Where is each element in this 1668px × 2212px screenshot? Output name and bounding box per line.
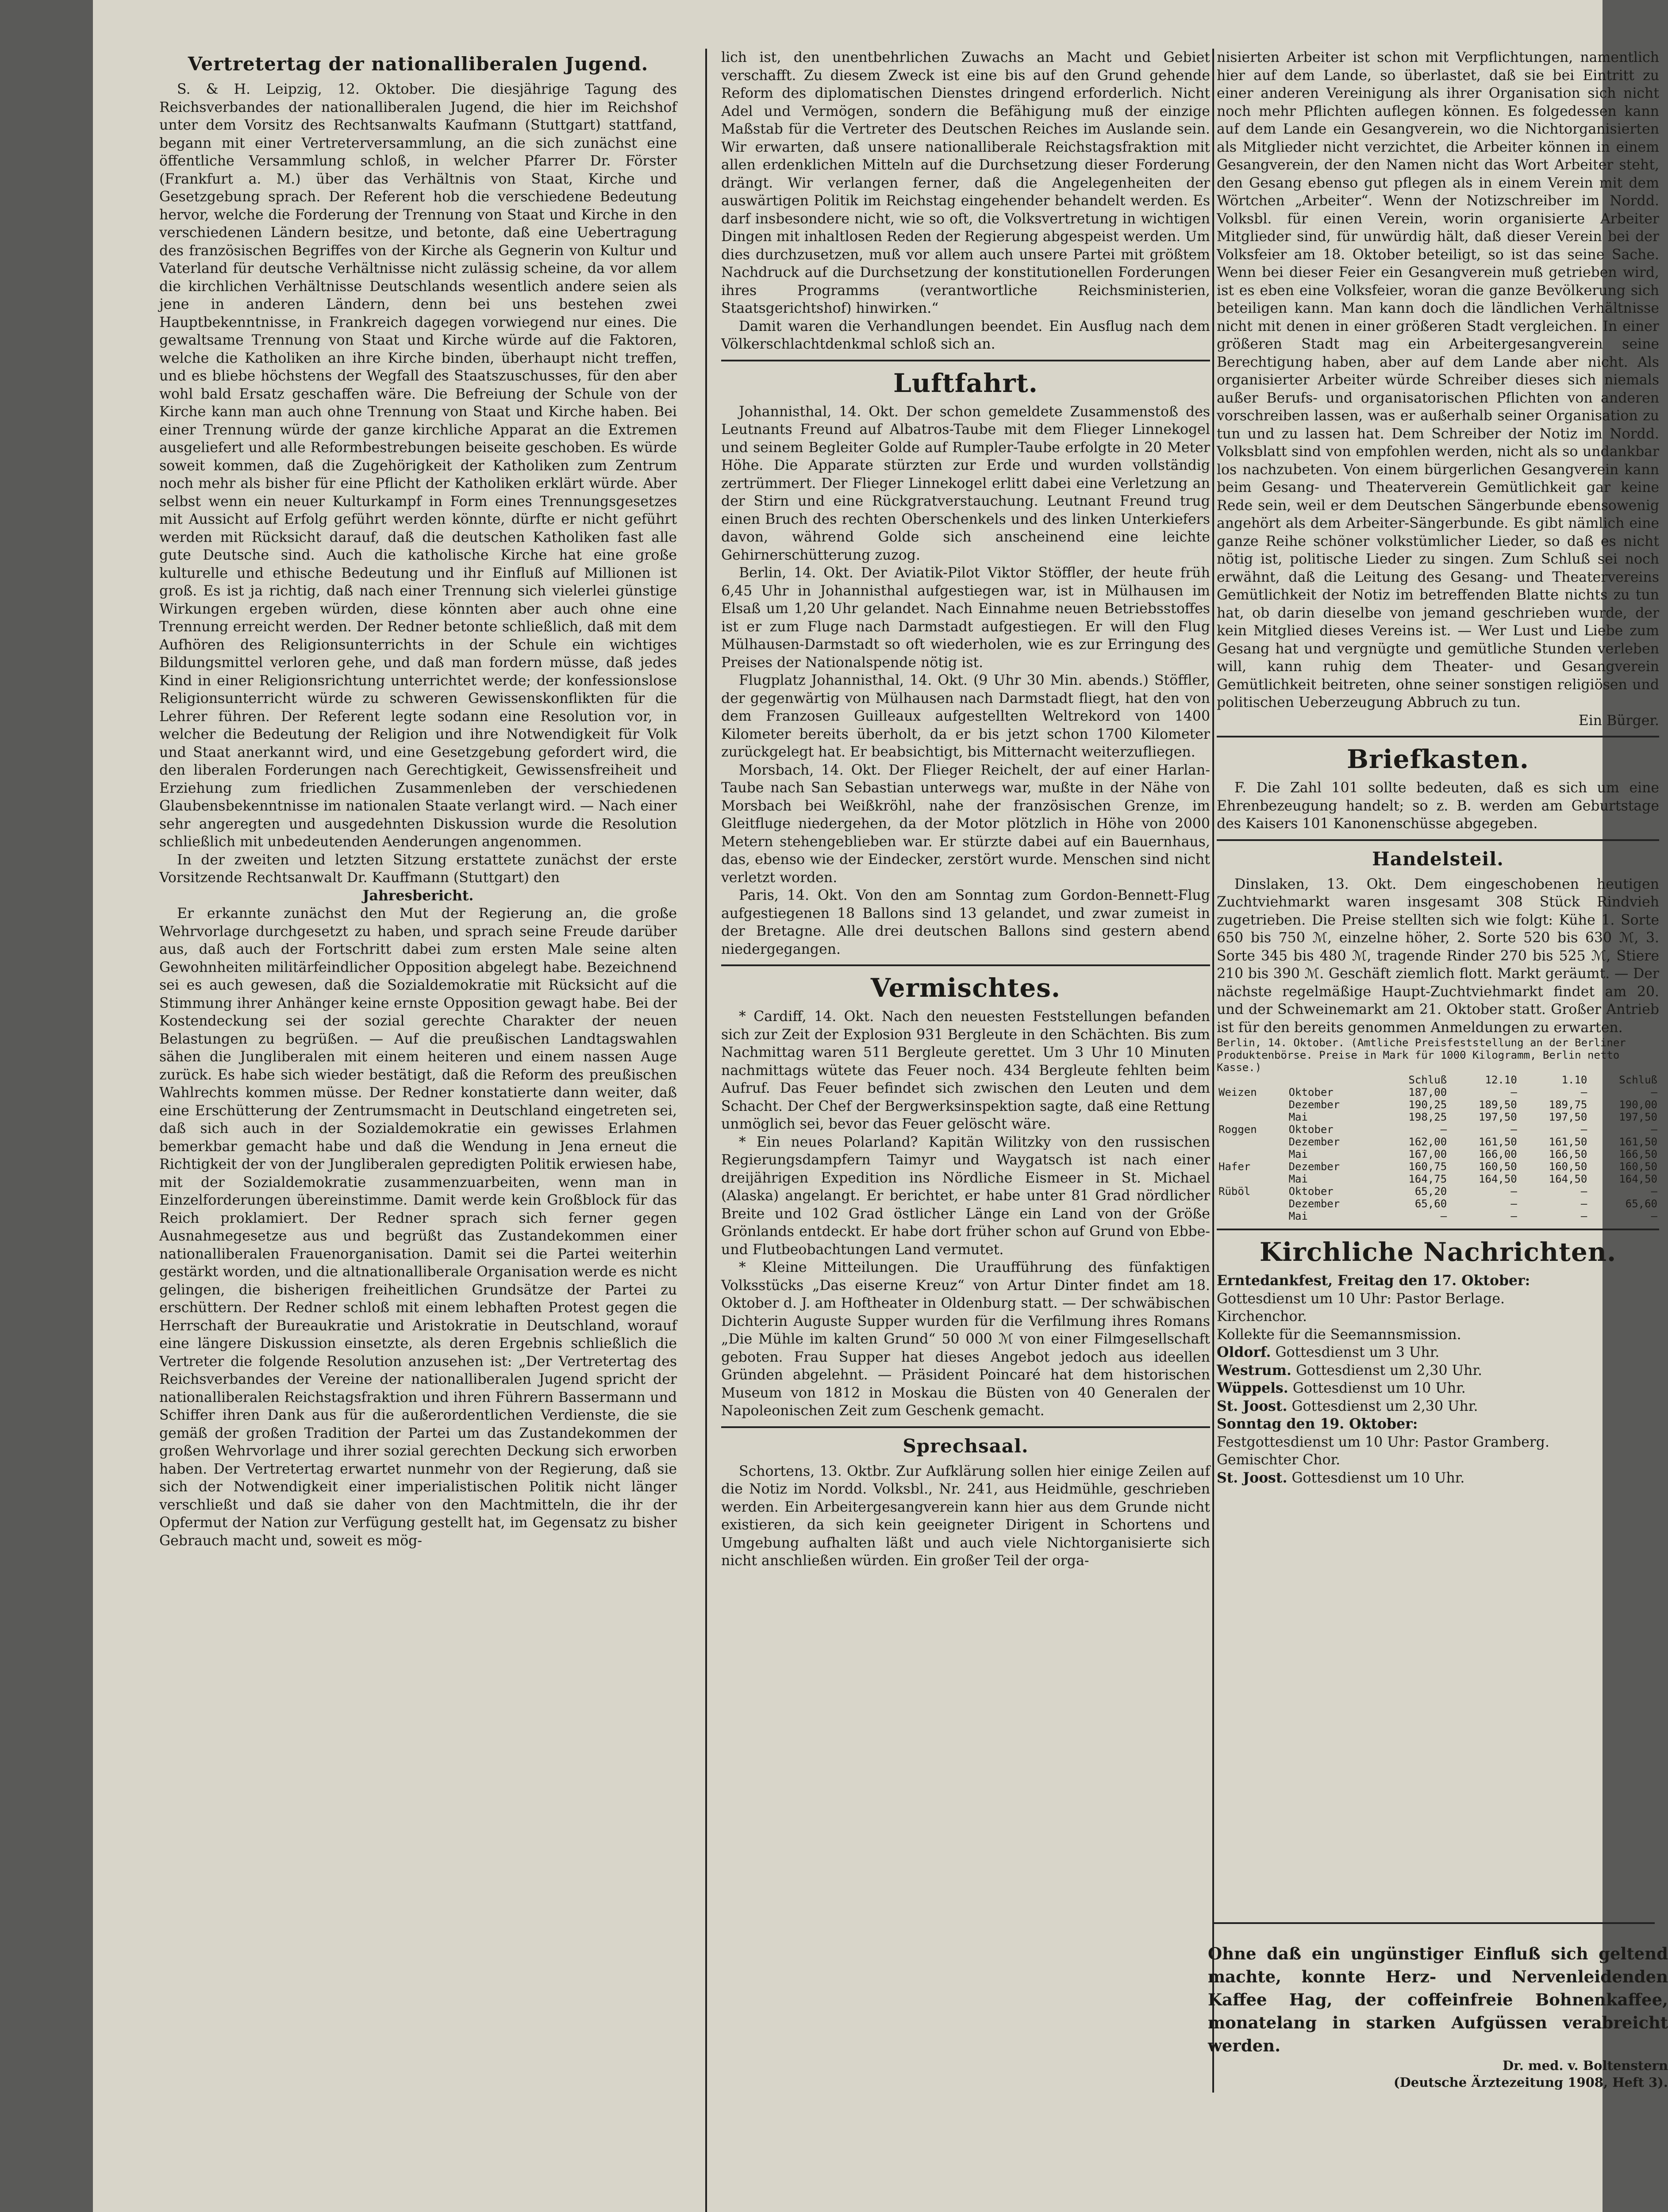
table-col-header: Schluß xyxy=(1408,1074,1447,1086)
commodity-cell: Hafer xyxy=(1218,1160,1251,1173)
letter-signature: Ein Bürger. xyxy=(1578,712,1659,729)
column-2 xyxy=(721,49,1210,2128)
month-cell: Oktober xyxy=(1288,1123,1334,1136)
month-cell: Mai xyxy=(1288,1173,1308,1185)
advert-reference-author: Dr. med. v. Boltenstern xyxy=(1502,2058,1668,2073)
article-closing: Damit waren die Verhandlungen beendet. Ein Ausflug nach dem Völkerschlachtdenkmal schloß sich an. xyxy=(721,318,1210,352)
price-cell: 162,00 xyxy=(1408,1136,1447,1148)
price-cell: 161,50 xyxy=(1619,1136,1657,1148)
price-cell: — xyxy=(1510,1210,1517,1222)
price-cell: 187,00 xyxy=(1408,1086,1447,1098)
price-cell: — xyxy=(1510,1185,1517,1198)
price-cell: — xyxy=(1440,1210,1447,1222)
commodity-cell xyxy=(1217,1173,1287,1185)
column-rule-1 xyxy=(705,49,707,2212)
article-paragraph: S. & H. Leipzig, 12. Oktober. Die diesjährige Tagung des Reichsverbandes der nationalliberalen Jugend, die hier im Reichshof unter dem Vorsitz des Rechtsanwalts Kaufmann (Stuttgart) stattfand, begann mit einer Vertreterversammlung, an die sich zunächst eine öffentliche Versammlung schloß, in welcher Pfarrer Dr. Förster (Frankfurt a. M.) über das Verhältnis von Staat, Kirche und Gesetzgebung sprach. Der Referent hob die verschiedene Bedeutung hervor, welche die Forderung der Trennung von Staat und Kirche in den verschiedenen Ländern besitze, und betonte, daß eine Uebertragung des französischen Begriffes von der Kirche als Gegnerin von Kultur und Vaterland für deutsche Verhältnisse nicht zulässig scheine, da vor allem die kirchlichen Verhältnisse Deutschlands wesentlich andere seien als jene in anderen Ländern, denn bei uns bestehen zwei Hauptbekenntnisse, in Frankreich dagegen vorwiegend nur eines. Die gewaltsame Trennung von Staat und Kirche würde auf die Faktoren, welche die Katholiken an ihre Kirche binden, überhaupt nicht treffen, und es bliebe höchstens der Wegfall des Staatszuschusses, für den aber wohl bald Ersatz geschaffen wäre. Die Befreiung der Schule von der Kirche kann man auch ohne Trennung von Staat und Kirche haben. Bei einer Trennung würde der ganze kirchliche Apparat an die Extremen ausgeliefert und alle Reformbestrebungen beiseite geschoben. Es würde soweit kommen, daß die Zugehörigkeit der Katholiken zum Zentrum noch mehr als bisher für eine Pflicht der Katholiken erklärt würde. Aber selbst wenn ein neuer Kulturkampf in Form eines Trennungsgesetzes mit Aussicht auf Erfolg geführt werden könnte, dürfte er nicht geführt werden mit Rücksicht darauf, daß die deutschen Katholiken fast alle gute Deutsche sind. Auch die katholische Kirche hat eine große kulturelle und ethische Bedeutung und ihr Einfluß auf Millionen ist groß. Es ist ja richtig, daß nach einer Trennung sich vielerlei günstige Wirkungen ergeben würden, diese könnten aber auch ohne eine Trennung erreicht werden. Der Redner betonte schließlich, daß mit dem Aufhören des Religionsunterrichts in der Schule ein wichtiges Bildungsmittel verloren gehe, und daß man fordern müsse, daß jedes Kind in einer Religionsrichtung unterrichtet werde; der konfessionslose Religionsunterricht würde zu schweren Gewissenskonflikten für die Lehrer führen. Der Referent legte sodann eine Resolution vor, in welcher die Bedeutung der Religion und ihre Notwendigkeit für Volk und Staat anerkannt wird, und eine Gesetzgebung gefordert wird, die den liberalen Forderungen nach Gerechtigkeit, Gewissensfreiheit und Erziehung zum friedlichen Zusammenleben der verschiedenen Glaubensbekenntnisse im nationalen Staate verlangt wird. — Nach einer sehr angeregten und ausgedehnten Diskussion wurde die Resolution schließlich mit unbedeutenden Aenderungen angenommen. xyxy=(159,81,677,850)
table-col-header: 1.10 xyxy=(1561,1074,1587,1086)
commodity-cell xyxy=(1217,1111,1287,1123)
news-item: Paris, 14. Okt. Von den am Sonntag zum Gordon-Bennett-Flug aufgestiegenen 18 Ballons sind 13 gelandet, und zwar zumeist in der Bretagne. Alle drei deutschen Ballons sind gestern abend niedergegangen. xyxy=(721,887,1210,957)
church-place-line: St. Joost. Gottesdienst um 10 Uhr. xyxy=(1217,1469,1465,1486)
price-cell: 164,50 xyxy=(1619,1173,1657,1185)
month-cell: Oktober xyxy=(1288,1086,1334,1098)
church-heading: Erntedankfest, Freitag den 17. Oktober: xyxy=(1217,1272,1530,1289)
price-cell: 161,50 xyxy=(1479,1136,1517,1148)
price-cell: 166,00 xyxy=(1479,1148,1517,1160)
advert-text: Ohne daß ein ungünstiger Einfluß sich geltend machte, konnte Herz- und Nervenleidenden Kaffee Hag, der coffeinfreie Bohnenkaffee, monatelang in starken Aufgüssen verabreicht werden. xyxy=(1208,1944,1668,2055)
price-cell: — xyxy=(1440,1123,1447,1136)
table-row xyxy=(1217,1111,1659,1123)
price-cell: — xyxy=(1580,1185,1587,1198)
advert-top-rule xyxy=(1212,1922,1655,1924)
month-cell: Oktober xyxy=(1288,1185,1334,1198)
table-row xyxy=(1217,1148,1659,1160)
commodity-cell xyxy=(1217,1148,1287,1160)
section-divider xyxy=(721,1426,1210,1428)
price-cell: 197,50 xyxy=(1479,1111,1517,1123)
article-continuation: lich ist, den unentbehrlichen Zuwachs an Macht und Gebiet verschafft. Zu diesem Zweck ist eine bis auf den Grund gehende Reform des diplomatischen Dienstes dringend erforderlich. Nicht Adel und Vermögen, sondern die Befähigung muß der einzige Maßstab für die Vertreter des Deutschen Reiches im Auslande sein. Wir erwarten, daß unsere nationalliberale Reichstagsfraktion mit allen erdenklichen Mitteln auf die Durchsetzung dieser Forderung drängt. Wir verlangen ferner, daß die Angelegenheiten der auswärtigen Politik im Reichstag eingehender behandelt werden. Es darf insbesondere nicht, wie so oft, die Volksvertretung in wichtigen Dingen mit inhaltlosen Reden der Regierung abgespeist werden. Um dies durchzusetzen, muß vor allem auch unsere Partei mit größtem Nachdruck auf die Durchsetzung der konstitutionellen Forderungen ihres Programms (verantwortliche Reichsministerien, Staatsgerichtshof) hinwirken.“ xyxy=(721,50,1210,316)
table-row xyxy=(1217,1185,1659,1198)
table-row xyxy=(1217,1173,1659,1185)
section-title-briefkasten: Briefkasten. xyxy=(1347,744,1529,774)
price-cell: 164,75 xyxy=(1408,1173,1447,1185)
church-line: Kirchenchor. xyxy=(1217,1309,1307,1325)
church-place-line: Westrum. Gottesdienst um 2,30 Uhr. xyxy=(1217,1362,1482,1379)
article-title-vertretertag: Vertretertag der nationalliberalen Jugend. xyxy=(188,53,649,75)
church-line: Festgottesdienst um 10 Uhr: Pastor Gramberg. xyxy=(1217,1434,1549,1450)
section-divider xyxy=(1217,736,1659,737)
price-cell: 190,25 xyxy=(1408,1098,1447,1111)
price-cell: — xyxy=(1510,1086,1517,1098)
month-cell: Mai xyxy=(1288,1210,1308,1222)
price-cell: 189,50 xyxy=(1479,1098,1517,1111)
price-cell: — xyxy=(1651,1123,1657,1136)
table-row xyxy=(1217,1098,1659,1111)
price-cell: 167,00 xyxy=(1408,1148,1447,1160)
price-cell: 65,20 xyxy=(1414,1185,1447,1198)
section-title-luftfahrt: Luftfahrt. xyxy=(893,368,1038,398)
price-cell: 166,50 xyxy=(1619,1148,1657,1160)
price-cell: 161,50 xyxy=(1549,1136,1587,1148)
price-cell: 166,50 xyxy=(1549,1148,1587,1160)
grain-price-table xyxy=(1217,1037,1659,1222)
column-1 xyxy=(159,49,677,2212)
news-item: Berlin, 14. Okt. Der Aviatik-Pilot Viktor Stöffler, der heute früh 6,45 Uhr in Johannisthal aufgestiegen war, ist in Mülhausen im Elsaß um 1,20 Uhr gelandet. Nach Einnahme neuen Betriebsstoffes ist er zum Fluge nach Darmstadt aufgestiegen. Er will den Flug Mülhausen-Darmstadt so oft wiederholen, wie es zur Erringung des Preises der Nationalspende nötig ist. xyxy=(721,565,1210,671)
article-paragraph: In der zweiten und letzten Sitzung erstattete zunächst der erste Vorsitzende Rechtsanwalt Dr. Kauffmann (Stuttgart) den xyxy=(159,852,677,886)
price-cell: — xyxy=(1651,1210,1657,1222)
price-cell: — xyxy=(1580,1123,1587,1136)
price-cell: — xyxy=(1580,1198,1587,1210)
church-place-line: Wüppels. Gottesdienst um 10 Uhr. xyxy=(1217,1380,1466,1396)
church-line: Gemischter Chor. xyxy=(1217,1452,1341,1468)
price-cell: 164,50 xyxy=(1479,1173,1517,1185)
news-item: Johannisthal, 14. Okt. Der schon gemeldete Zusammenstoß des Leutnants Freund auf Albatros-Taube mit dem Flieger Linnekogel und seinem Begleiter Golde auf Rumpler-Taube erfolgte in 20 Meter Höhe. Die Apparate stürzten zur Erde und wurden vollständig zertrümmert. Der Flieger Linnekogel erlitt dabei eine Verletzung an der Stirn und eine Rückgratverstauchung. Leutnant Freund trug einen Bruch des rechten Oberschenkels und des linken Unterkiefers davon, während Golde sich anscheinend eine leichte Gehirnerschütterung zuzog. xyxy=(721,403,1210,563)
subheading-jahresbericht: Jahresbericht. xyxy=(362,887,474,904)
price-cell: 197,50 xyxy=(1619,1111,1657,1123)
month-cell: Dezember xyxy=(1288,1198,1340,1210)
month-cell: Dezember xyxy=(1288,1160,1340,1173)
table-row xyxy=(1217,1086,1659,1098)
church-line: Gottesdienst um 10 Uhr: Pastor Berlage. xyxy=(1217,1290,1505,1307)
price-cell: — xyxy=(1510,1198,1517,1210)
section-title-handelsteil: Handelsteil. xyxy=(1372,848,1504,870)
price-cell: 160,75 xyxy=(1408,1160,1447,1173)
price-cell: 65,60 xyxy=(1414,1198,1447,1210)
price-cell: 198,25 xyxy=(1408,1111,1447,1123)
month-cell: Mai xyxy=(1288,1148,1308,1160)
news-item: * Cardiff, 14. Okt. Nach den neuesten Feststellungen befanden sich zur Zeit der Explosion 931 Bergleute in den Schächten. Bis zum Nachmittag waren 511 Bergleute gerettet. Um 3 Uhr 10 Minuten nachmittags wütete das Feuer noch. 434 Bergleute fehlten beim Aufruf. Das Feuer befindet sich zwischen den Leuten und dem Schacht. Der Chef der Bergwerksinspektion sagte, daß eine Rettung unmöglich sei, bevor das Feuer gelöscht wäre. xyxy=(721,1009,1210,1132)
news-item: * Ein neues Polarland? Kapitän Wilitzky von den russischen Regierungsdampfern Taimyr und Waygatsch ist nach einer dreijährigen Expedition ins Nördliche Eismeer in St. Michael (Alaska) angelangt. Er berichtet, er habe unter 81 Grad nördlicher Breite und 102 Grad östlicher Länge ein Land von der Größe Grönlands entdeckt. Er habe dort früher schon auf Grund von Ebbe- und Flutbeobachtungen Land vermutet. xyxy=(721,1134,1210,1258)
section-divider xyxy=(721,360,1210,361)
section-divider xyxy=(721,964,1210,966)
month-cell: Dezember xyxy=(1288,1136,1340,1148)
price-cell: 197,50 xyxy=(1549,1111,1587,1123)
section-title-kirchliche-nachrichten: Kirchliche Nachrichten. xyxy=(1259,1237,1617,1267)
month-cell: Dezember xyxy=(1288,1098,1340,1111)
church-line: Kollekte für die Seemannsmission. xyxy=(1217,1326,1461,1343)
article-paragraph: Er erkannte zunächst den Mut der Regierung an, die große Wehrvorlage durchgesetzt zu haben, und sprach seine Freude darüber aus, daß auch der Fortschritt dabei zum ersten Male seine alten Gewohnheiten militärfeindlicher Opposition abgelegt habe. Bezeichnend sei es auch gewesen, daß die Sozialdemokratie mit Rücksicht auf die Stimmung ihrer Anhänger keine ernste Opposition gewagt habe. Bei der Kostendeckung sei der sozial gerechte Charakter der neuen Belastungen zu begrüßen. — Auf die preußischen Landtagswahlen sähen die Jungliberalen mit einem heiteren und einem nassen Auge zurück. Es habe sich wieder bestätigt, daß die Reform des preußischen Wahlrechts kommen müsse. Der Redner konstatierte dann weiter, daß eine Erschütterung der Zentrumsmacht in Deutschland eingetreten sei, daß sich auch in der Sozialdemokratie ein gewisses Erlahmen bemerkbar gemacht habe und daß die Wendung in Jena erneut die Richtigkeit der von der Jungliberalen gepredigten Politik erwiesen habe, mit der Sozialdemokratie zusammenzuarbeiten, wenn man in Einzelforderungen übereinstimme. Damit werde kein Großblock für das Reich proklamiert. Der Redner sprach sich ferner gegen Ausnahmegesetze aus und begrüßt das Zustandekommen einer nationalliberalen Frauenorganisation. Damit sei die Partei weiterhin gestärkt worden, und die altnationalliberale Organisation werde es nicht gelingen, die bisherigen freiheitlichen Grundsätze der Partei zu erschüttern. Der Redner schloß mit einem lebhaften Protest gegen die Herrschaft der Bureaukratie und Aristokratie in Deutschland, worauf eine längere Diskussion einsetzte, als deren Ergebnis schließlich die Vertreter die folgende Resolution anzusehen ist: „Der Vertretertag des Reichsverbandes der Vereine der nationalliberalen Jugend spricht der nationalliberalen Reichstagsfraktion und ihren Führern Bassermann und Schiffer ihren Dank aus für die außerordentlichen Verdienste, die sie gemäß der großen Tradition der Partei um das Zustandekommen der großen Wehrvorlage und ihrer sozial gerechten Deckung sich erworben haben. Der Vertretertag erwartet nunmehr von der Regierung, daß sie sich der Notwendigkeit einer imperialistischen Politik nicht länger verschließt und daß sie daher von den Machtmitteln, die ihr der Opfermut der Nation zur Verfügung gestellt hat, im Gegensatz zu bisher Gebrauch macht und, soweit es mög- xyxy=(159,906,677,1549)
column-rule-2 xyxy=(1212,49,1214,2093)
church-heading: Sonntag den 19. Oktober: xyxy=(1217,1416,1418,1432)
price-cell: 65,60 xyxy=(1625,1198,1657,1210)
commodity-cell: Rüböl xyxy=(1218,1185,1251,1198)
price-cell: — xyxy=(1651,1185,1657,1198)
price-cell: — xyxy=(1580,1210,1587,1222)
table-row xyxy=(1217,1160,1659,1173)
commodity-cell: Weizen xyxy=(1218,1086,1257,1098)
table-caption: Berlin, 14. Oktober. (Amtliche Preisfeststellung an der Berliner Produktenbörse. Preise in Mark für 1000 Kilogramm, Berlin netto Kasse.) xyxy=(1217,1037,1626,1074)
price-cell: — xyxy=(1510,1123,1517,1136)
price-cell: 189,75 xyxy=(1549,1098,1587,1111)
news-item: Flugplatz Johannisthal, 14. Okt. (9 Uhr 30 Min. abends.) Stöffler, der gegenwärtig von Mülhausen nach Darmstadt fliegt, hat den von dem Franzosen Guilleaux aufgestellten Weltrekord von 1400 Kilometer bereits überholt, da er bis jetzt schon 1700 Kilometer zurückgelegt hat. Er beabsichtigt, bis Mitternacht weiterzufliegen. xyxy=(721,672,1210,760)
table-header-row xyxy=(1217,1074,1659,1086)
commodity-cell: Roggen xyxy=(1218,1123,1257,1136)
table-row xyxy=(1217,1198,1659,1210)
column-3 xyxy=(1217,49,1659,2128)
advert-reference-source: (Deutsche Ärztezeitung 1908, Heft 3). xyxy=(1393,2075,1668,2090)
table-row xyxy=(1217,1136,1659,1148)
letter-item: Schortens, 13. Oktbr. Zur Aufklärung sollen hier einige Zeilen auf die Notiz im Nordd. Volksbl., Nr. 241, aus Heidmühle, geschrieben werden. Ein Arbeitergesangverein kann hier aus dem Grunde nicht existieren, da sich kein geeigneter Dirigent in Schortens und Umgebung aufhalten läßt und auch viele Nichtorganisierte sich nicht anschließen würden. Ein großer Teil der orga- xyxy=(721,1463,1210,1569)
letter-continuation: nisierten Arbeiter ist schon mit Verpflichtungen, namentlich hier auf dem Lande, so überlastet, daß sie bei Eintritt zu einer anderen Vereinigung als ihrer Organisation sich nicht noch mehr Pflichten auflegen können. Es folgedessen kann auf dem Lande ein Gesangverein, wo die Nichtorganisierten als Mitglieder nicht verzichtet, die Arbeiter können in einem Gesangverein, der den Namen nicht das Wort Arbeiter steht, den Gesang ebenso gut pflegen als in einem Verein mit dem Wörtchen „Arbeiter“. Wenn der Notizschreiber im Nordd. Volksbl. für einen Verein, worin organisierte Arbeiter Mitglieder sind, für unwürdig hält, daß dieser Verein bei der Volksfeier am 18. Oktober beteiligt, so ist das seine Sache. Wenn bei dieser Feier ein Gesangverein muß getrieben wird, ist es eben eine Volksfeier, woran die ganze Bevölkerung sich beteiligen kann. Man kann doch die ländlichen Verhältnisse nicht mit denen in einer größeren Stadt vergleichen. In einer größeren Stadt mag ein Arbeitergesangverein seine Berechtigung haben, aber auf dem Lande aber nicht. Als organisierter Arbeiter würde Schreiber dieses sich niemals außer Berufs- und organisatorischen Pflichten von anderen vorschreiben lassen, was er außerhalb seiner Organisation zu tun und zu lassen hat. Dem Schreiber der Notiz im Nordd. Volksblatt sind von empfohlen werden, nicht als so undankbar los nachzubeten. Von einem bürgerlichen Gesangverein kann beim Gesang- und Theaterverein Gemütlichkeit gar keine Rede sein, weil er dem Deutschen Sängerbunde ebensowenig angehört als dem Arbeiter-Sängerbunde. Es gibt nämlich eine ganze Reihe schöner volkstümlicher Lieder, so daß es nicht nötig ist, politische Lieder zu singen. Zum Schluß sei noch erwähnt, daß die Leitung des Gesang- und Theatervereins Gemütlichkeit der Notiz im betreffenden Blatte nichts zu tun hat, ob darin dieselbe von jemand geschrieben wurde, der kein Mitglied dieses Vereins ist. — Wer Lust und Liebe zum Gesang hat und vergnügte und gemütliche Stunden verleben will, kann ruhig dem Theater- und Gesangverein Gemütlichkeit beitreten, ohne seiner sonstigen religiösen und politischen Ueberzeugung Abbruch zu tun. xyxy=(1217,50,1659,710)
table-col-header: Schluß xyxy=(1619,1074,1657,1086)
church-place-line: St. Joost. Gottesdienst um 2,30 Uhr. xyxy=(1217,1398,1478,1414)
price-cell: 160,50 xyxy=(1549,1160,1587,1173)
price-cell: — xyxy=(1580,1086,1587,1098)
section-title-vermischtes: Vermischtes. xyxy=(870,973,1061,1003)
section-divider xyxy=(1217,839,1659,841)
church-notices xyxy=(1217,1237,1659,1487)
news-item: Morsbach, 14. Okt. Der Flieger Reichelt, der auf einer Harlan-Taube nach San Sebastian unterwegs war, mußte in der Nähe von Morsbach bei Weißkröhl, nahe der französischen Grenze, im Gleitfluge niedergehen, da der Motor plötzlich in Höhe von 2000 Metern stehengeblieben war. Er stürzte dabei auf ein Bauernhaus, das, ebenso wie der Eindecker, zerstört wurde. Menschen sind nicht verletzt worden. xyxy=(721,762,1210,886)
price-cell: 190,00 xyxy=(1619,1098,1657,1111)
table-row xyxy=(1217,1210,1659,1222)
commodity-cell xyxy=(1217,1136,1287,1148)
section-divider xyxy=(1217,1229,1659,1230)
price-cell: 160,50 xyxy=(1479,1160,1517,1173)
price-cell: — xyxy=(1651,1086,1657,1098)
price-cell: 164,50 xyxy=(1549,1173,1587,1185)
table-col-header: 12.10 xyxy=(1485,1074,1517,1086)
newspaper-page xyxy=(93,0,1668,2212)
commodity-cell xyxy=(1217,1198,1287,1210)
market-report: Dinslaken, 13. Okt. Dem eingeschobenen heutigen Zuchtviehmarkt waren insgesamt 308 Stück Rindvieh zugetrieben. Die Preise stellten sich wie folgt: Kühe 1. Sorte 650 bis 750 ℳ, einzelne höher, 2. Sorte 520 bis 630 ℳ, 3. Sorte 345 bis 480 ℳ, tragende Rinder 270 bis 525 ℳ, Stiere 210 bis 390 ℳ. Geschäft ziemlich flott. Markt geräumt. — Der nächste regelmäßige Haupt-Zuchtviehmarkt findet am 20. und der Schweinemarkt am 21. Oktober statt. Großer Antrieb ist für den bereits genommen Anmeldungen zu erwarten. xyxy=(1217,876,1659,1036)
price-cell: 160,50 xyxy=(1619,1160,1657,1173)
letterbox-item: F. Die Zahl 101 sollte bedeuten, daß es sich um eine Ehrenbezeugung handelt; so z. B. werden am Geburtstage des Kaisers 101 Kanonenschüsse abgegeben. xyxy=(1217,780,1659,832)
news-item: * Kleine Mitteilungen. Die Uraufführung des fünfaktigen Volksstücks „Das eiserne Kreuz“ von Artur Dinter findet am 18. Oktober d. J. am Hoftheater in Oldenburg statt. — Der schwäbischen Dichterin Auguste Supper wurden für die Verfilmung ihres Romans „Die Mühle im kalten Grund“ 50 000 ℳ von einer Filmgesellschaft geboten. Frau Supper hat dieses Angebot jedoch aus ideellen Gründen abgelehnt. — Präsident Poincaré hat dem historischen Museum von 1812 in Moskau die Büsten von 40 Generalen der Napoleonischen Zeit zum Geschenk gemacht. xyxy=(721,1260,1210,1419)
advertisement-kaffee-hag xyxy=(1208,1942,1668,2091)
commodity-cell xyxy=(1217,1098,1287,1111)
commodity-cell xyxy=(1217,1210,1287,1222)
section-title-sprechsaal: Sprechsaal. xyxy=(903,1435,1029,1457)
table-row xyxy=(1217,1123,1659,1136)
church-place-line: Oldorf. Gottesdienst um 3 Uhr. xyxy=(1217,1344,1440,1360)
month-cell: Mai xyxy=(1288,1111,1308,1123)
